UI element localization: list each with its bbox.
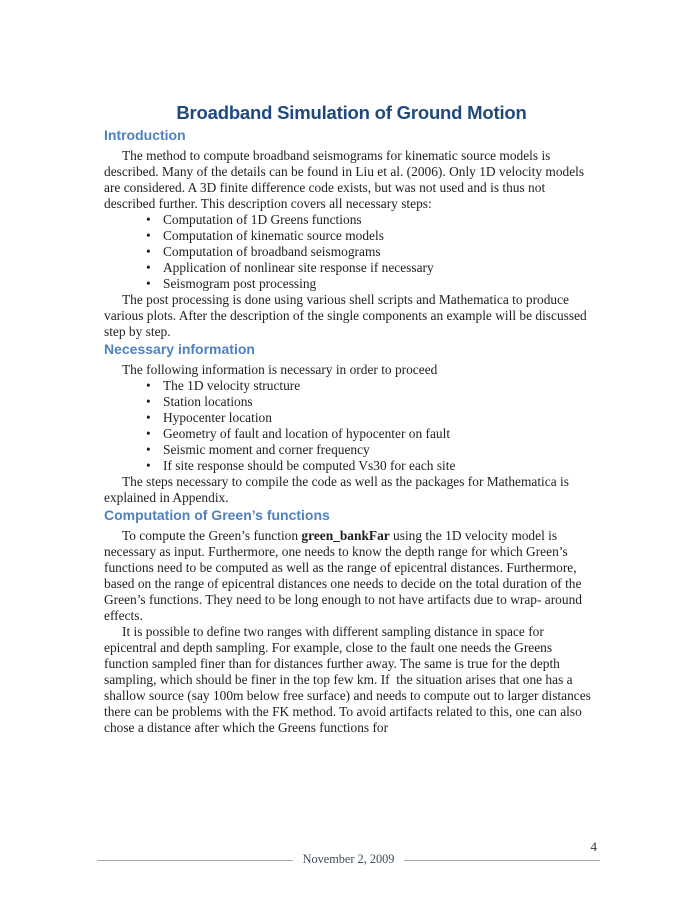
section-heading-computation-greens-functions: Computation of Green’s functions: [104, 507, 330, 523]
bullet-list-steps: [104, 212, 599, 292]
section-introduction: [104, 126, 599, 340]
bullet-item: • Application of nonlinear site response if necessary: [163, 260, 599, 276]
section-heading-necessary-information: Necessary information: [104, 341, 255, 357]
paragraph: It is possible to define two ranges with different sampling distance in space for epicentral and depth sampling. For example, close to the fault one needs the Greens function sampled finer than for distances further away. The same is true for the depth sampling, which should be finer in the top few km. If the situation arises that one has a shallow source (say 100m below free surface) and needs to compute out to larger distances there can be problems with the FK method. To avoid artifacts related to this, one can also chose a distance after which the Greens functions for: [104, 624, 595, 735]
section-computation-greens-functions: [104, 506, 599, 736]
section-necessary-information: [104, 340, 599, 506]
page-footer: [97, 840, 600, 870]
footer-rule-left: [97, 860, 293, 861]
bullet-item: • Seismic moment and corner frequency: [163, 442, 599, 458]
paragraph-text: using the 1D velocity model is necessary as input. Furthermore, one needs to know the depth range for which Green’s functions need to be computed as well as the range of epicentral distances. Furthermore, based on the range of epicentral distances one needs to decide on the total duration of the Green’s functions. They need to be long enough to not have artifacts due to wrap- around effects.: [104, 528, 586, 623]
bullet-item: • Station locations: [163, 394, 599, 410]
bullet-item: • Hypocenter location: [163, 410, 599, 426]
paragraph-text: To compute the Green’s function: [122, 528, 302, 543]
paragraph: The post processing is done using various shell scripts and Mathematica to produce various plots. After the description of the single components an example will be discussed step by step.: [104, 292, 591, 339]
bullet-item: • Geometry of fault and location of hypocenter on fault: [163, 426, 599, 442]
footer-rule-right: [404, 860, 600, 861]
bullet-item: • Computation of 1D Greens functions: [163, 212, 599, 228]
section-heading-introduction: Introduction: [104, 127, 186, 143]
paragraph: [104, 528, 599, 624]
paragraph: The steps necessary to compile the code as well as the packages for Mathematica is explained in Appendix.: [104, 474, 573, 505]
bullet-item: • Seismogram post processing: [163, 276, 599, 292]
paragraph: The following information is necessary in order to proceed: [122, 362, 438, 377]
bullet-item: • Computation of broadband seismograms: [163, 244, 599, 260]
bullet-item: • The 1D velocity structure: [163, 378, 599, 394]
green-bankfar-code-name: green_bankFar: [301, 528, 390, 543]
bullet-list-required-info: [104, 378, 599, 474]
document-content: [0, 100, 695, 736]
bullet-item: • If site response should be computed Vs30 for each site: [163, 458, 599, 474]
footer-date-row: [97, 852, 600, 867]
paragraph: The method to compute broadband seismograms for kinematic source models is described. Many of the details can be found in Liu et al. (2006). Only 1D velocity models are considered. A 3D finite difference code exists, but was not used and is thus not described further. This description covers all necessary steps:: [104, 148, 588, 211]
document-title: Broadband Simulation of Ground Motion: [176, 102, 527, 123]
page-number: 4: [590, 839, 597, 854]
footer-date: November 2, 2009: [302, 852, 395, 866]
bullet-item: • Computation of kinematic source models: [163, 228, 599, 244]
